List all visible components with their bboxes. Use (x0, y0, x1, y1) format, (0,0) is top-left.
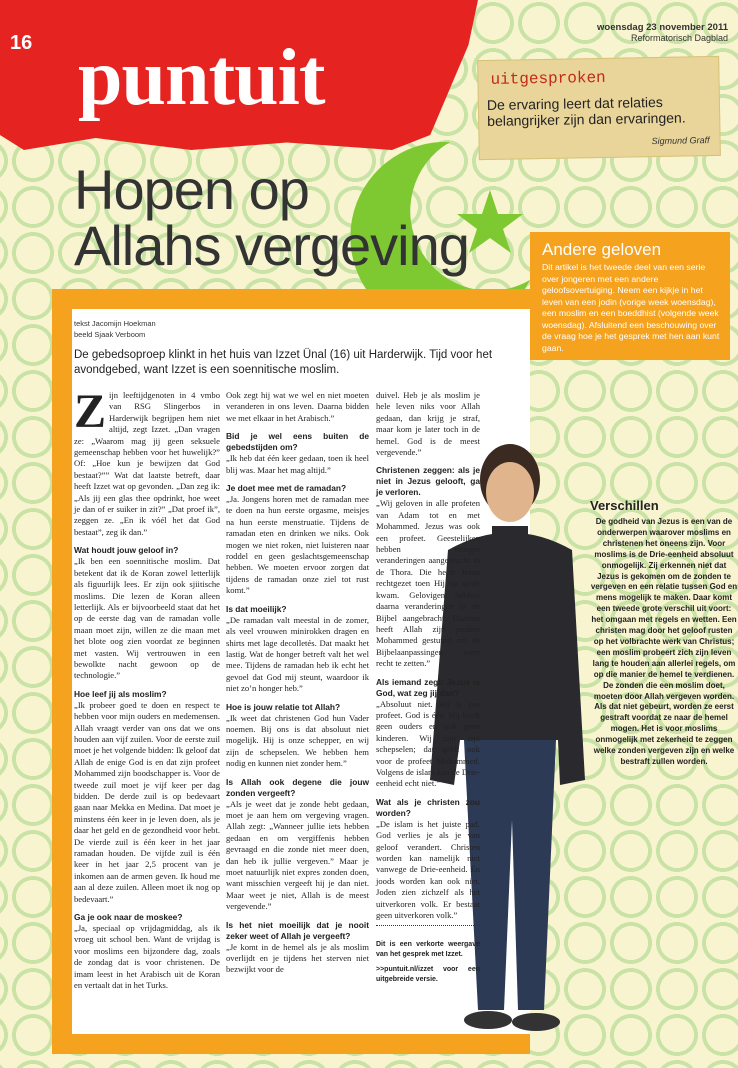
article-column-3 (376, 390, 480, 984)
web-link[interactable]: >>puntuit.nl/izzet voor een uitgebreide versie. (376, 966, 480, 983)
paper-name: Reformatorisch Dagblad (630, 33, 728, 43)
answer: „Als je weet dat je zonde hebt gedaan, moet je aan hem om vergeving vragen. Allah zegt: „Wanneer jullie iets hebben gedaan en om vergiffenis hebben gevraagd en die zonde niet meer doen, dan heb ik jullie vergeven.” Maar je moet natuurlijk niet expres zonden doen, want misschien vergeeft hij je dan niet. Maar weet je niet, Allah is de meest vergevende.” (226, 798, 369, 912)
text-credit: tekst Jacomijn Hoekman (74, 319, 156, 328)
question: Is dat moeilijk? (226, 603, 287, 614)
quote-text: De ervaring leert dat relaties belangrijker zijn dan ervaringen. (486, 93, 686, 129)
answer: „Ik probeer goed te doen en respect te hebben voor mijn ouders en medemensen. Allah vraagt verder van ons dat we ons houden aan vijf zuilen. Voor de eerste zuil moet je het volgende bidden: Ik geloof dat Allah de enige God is en dat zijn profeet Mohammed zijn boodschapper is. Voor de tweede zuil moet je vijf keer per dag bidden. De derde zuil is op bedevaart gaan naar Mekka en Medina. Dat moet je minstens één keer in je leven doen, als je daar het geld en de gezondheid voor hebt. De vierde zuil is één keer in het jaar ramadan houden. De vijfde zuil is één keer in het jaar 2,5 procent van je inkomen aan de armen geven. Ik houd me aan al deze zuilen. Alleen moet ik nog op bedevaart.” (74, 699, 220, 904)
section-title: puntuit (78, 34, 325, 122)
answer: „Je komt in de hemel als je als moslim overlijdt en je tijdens het sterven niet bezwijkt voor de (226, 941, 369, 975)
sidebar-text: Dit artikel is het tweede deel van een serie over jongeren met een andere geloofsovertuiging. Neem een kijkje in het leven van een jodin (vorige week woensdag), een moslim en een boeddhist (volgende week woensdag). Afsluitend een beschouwing over de vraag hoe je het gesprek met hen aan kunt gaan. (542, 262, 720, 353)
photo-credit: beeld Sjaak Verboom (74, 330, 146, 339)
article-column-1 (74, 385, 220, 992)
question: Christenen zeggen: als je niet in Jezus gelooft, ga je verloren. (376, 465, 480, 498)
sidebar-andere-geloven (530, 232, 730, 360)
article-column-2 (226, 390, 369, 976)
divider (376, 925, 480, 930)
lead-paragraph: De gebedsoproep klinkt in het huis van Izzet Ünal (16) uit Harderwijk. Tijd voor het avondgebed, want Izzet is een soennitische moslim. (74, 349, 493, 376)
question: Ga je ook naar de moskee? (74, 912, 183, 923)
paragraph: Ook zegt hij wat we wel en niet moeten veranderen in ons leven. Daarna bidden we met elkaar in het Arabisch.” (226, 390, 369, 423)
answer: „Ik ben een soennitische moslim. Dat betekent dat ik de Koran zowel letterlijk als figuurlijk lees. Er zijn ook sjiitische moslims. Die lezen de Koran alleen letterlijk. Als er bijvoorbeeld staat dat het op de eerste dag van de ramadan volle maan moet zijn, willen ze die maan met het blote oog zien voordat ze beginnen met vasten. Wij vertrouwen in een bewolkte nacht gewoon op de technologie.” (74, 556, 220, 681)
answer: „Ik weet dat christenen God hun Vader noemen. Bij ons is dat absoluut niet mogelijk. Hij is onze schepper, en wij zijn de schepselen. We hebben hem nodig en kunnen niet zonder hem.” (226, 712, 369, 769)
sidebar-title: Andere geloven (542, 240, 662, 259)
paragraph: ijn leeftijdgenoten in 4 vmbo van RSG Slingerbos in Harderwijk begrijpen hem niet altijd, zegt Izzet. „Dan vragen ze: „Waarom mag jij geen seksuele gemeenschap hebben voor het huwelijk?” Of: „Hoe kun je bewijzen dat God bestaat?”” Wat dat laatste betreft, daar heeft Izzet wat op gevonden. „Dan zeg ik: „Als jij een glas thee opdrinkt, hoe weet je dan of er suiker in zit?” „Dat proef ik”, zeggen ze. „En ik vóél het dat God bestaat”, zeg ik dan.” (74, 390, 220, 537)
question: Als iemand zegt: Jezus is God, wat zeg jij dan? (376, 676, 480, 698)
answer: „Ja. Jongens horen met de ramadan mee te doen na hun eerste orgasme, meisjes na hun eerste menstruatie. Tijdens de ramadan eten en drinken we niks. Ook mogen we niet roken, niet luisteren naar roddel en geen geslachtsgemeenschap hebben. We moeten ervoor zorgen dat tijdens de ramadan onze ziel tot rust komt.” (226, 494, 369, 596)
editor-note (376, 940, 480, 984)
note-text: Dit is een verkorte weergave van het gesprek met Izzet. (376, 941, 480, 958)
page-number: 16 (10, 32, 33, 54)
question: Is Allah ook degene die jouw zonden vergeeft? (226, 776, 369, 798)
headline-line-1: Hopen op (74, 158, 309, 221)
credits (74, 318, 156, 340)
question: Wat als je christen zou worden? (376, 796, 480, 818)
answer: „Wij geloven in alle profeten van Adam tot en met Mohammed. Jezus was ook een profeet. Geestelijken hebben vroeger veranderingen aangebracht in de Thora. Die heeft Jezus rechtgezet toen Hij op aarde kwam. Gelovigen hebben daarna veranderingen in de Bijbel aangebracht. Daarom heeft Allah zijn profeet Mohammed gestuurd om de Bijbelaanpassingen weer recht te zetten.” (376, 498, 480, 669)
question: Bid je wel eens buiten de gebedstijden om? (226, 431, 369, 453)
answer: „Ja, speciaal op vrijdagmiddag, als ik vroeg uit school ben. Want de vrijdag is voor moslims een bijzondere dag, zoals de zondag dat is voor christenen. De imam leest in het Arabisch uit de Koran en vertaalt dat in het Turks. (74, 923, 220, 991)
question: Je doet mee met de ramadan? (226, 483, 347, 494)
quote-author: Sigmund Graff (651, 135, 710, 147)
answer: „Ik heb dat één keer gedaan, toen ik heel blij was. Maar het mag altijd.” (226, 453, 369, 475)
answer: „De islam is het juiste pad. God verlies je als je van geloof verandert. Christen worden kan namelijk niet vanwege de Drie-eenheid. En joods worden kan ook niet. Joden zien zichzelf als het uitverkoren volk. Er bestaat geen uitverkoren volk.” (376, 818, 480, 921)
answer: „De ramadan valt meestal in de zomer, als veel vrouwen minirokken dragen en shirts met lage decolletés. Dat maakt het lastig. Wat de honger betreft valt het wel mee. Tijdens de ramadan heb ik echt het gevoel dat God mij steunt, waardoor ik niet zo’n honger heb.” (226, 614, 369, 694)
question: Hoe leef jij als moslim? (74, 688, 167, 699)
question: Is het niet moeilijk dat je nooit zeker weet of Allah je vergeeft? (226, 919, 369, 941)
sidebar-verschillen-text: De godheid van Jezus is een van de onderwerpen waarover moslims en christenen het oneens zijn. Voor moslims is de Drie-eenheid absoluut onmogelijk. Zij erkennen niet dat Jezus is gekomen om de zonden te vergeven en een relatie tussen God en mens mogelijk te maken. Daar komt een tweede grote verschil uit voort: het omgaan met regels en wetten. Een christen mag door het geloof rusten op het volbrachte werk van Christus; een moslim probeert zich zijn leven lang te houden aan allerlei regels, om op die manier de hemel te verdienen. De zonden die een moslim doet, moeten door Allah vergeven worden. Als dat niet gebeurt, worden ze eerst gestraft voordat ze naar de hemel mogen. Het is voor moslims onmogelijk met zekerheid te zeggen welke zonden vergeven zijn en welke bestraft zullen worden. (590, 517, 738, 766)
question: Hoe is jouw relatie tot Allah? (226, 701, 341, 712)
question: Wat houdt jouw geloof in? (74, 545, 179, 556)
answer: „Absoluut niet. Hij is een profeet. God is één. Hij heeft geen ouders en ook geen kinderen. Wij zijn zijn schepselen; dat geldt ook voor de profeet Mohammed. Volgens de islam kan de Drie-eenheid echt niet.” (376, 698, 480, 789)
headline (74, 158, 469, 277)
drop-cap: Z (74, 385, 107, 438)
quote-kicker: uitgesproken (490, 68, 606, 89)
dateline: woensdag 23 november 2011 (597, 22, 728, 33)
sidebar-verschillen-title: Verschillen (590, 498, 659, 513)
headline-line-2: Allahs vergeving (74, 214, 469, 277)
paragraph: duivel. Heb je als moslim je hele leven niks voor Allah gedaan, dan krijg je straf, maar kom je later toch in de hemel. God is de meest vergevende.” (376, 390, 480, 458)
